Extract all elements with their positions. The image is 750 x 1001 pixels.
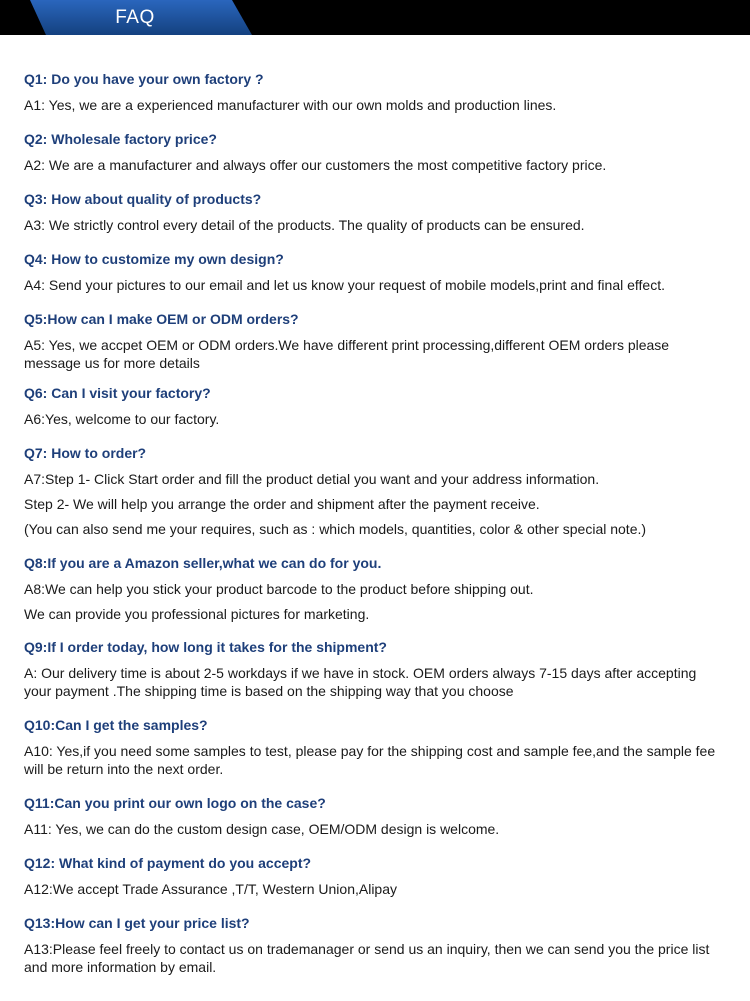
faq-answer: A5: Yes, we accpet OEM or ODM orders.We have different print processing,different OEM orders please message us for more details: [24, 337, 670, 371]
faq-question: Q2: Wholesale factory price?: [24, 131, 217, 147]
faq-answer: We can provide you professional pictures for marketing.: [24, 606, 370, 622]
faq-answer: A3: We strictly control every detail of the products. The quality of products can be ensured.: [24, 217, 585, 233]
faq-answer: A6:Yes, welcome to our factory.: [24, 411, 220, 427]
faq-answer: A4: Send your pictures to our email and let us know your request of mobile models,print and final effect.: [24, 277, 665, 293]
faq-answer: A1: Yes, we are a experienced manufacturer with our own molds and production lines.: [24, 97, 557, 113]
faq-answer: A12:We accept Trade Assurance ,T/T, Western Union,Alipay: [24, 881, 397, 897]
faq-question: Q10:Can I get the samples?: [24, 717, 208, 733]
faq-question: Q8:If you are a Amazon seller,what we can do for you.: [24, 555, 382, 571]
faq-question: Q7: How to order?: [24, 445, 147, 461]
faq-answer: A8:We can help you stick your product barcode to the product before shipping out.: [24, 581, 534, 597]
faq-answer: A11: Yes, we can do the custom design case, OEM/ODM design is welcome.: [24, 821, 500, 837]
faq-answer: A2: We are a manufacturer and always offer our customers the most competitive factory price.: [24, 157, 607, 173]
faq-question: Q9:If I order today, how long it takes for the shipment?: [24, 639, 387, 655]
faq-question: Q11:Can you print our own logo on the case?: [24, 795, 326, 811]
faq-question: Q4: How to customize my own design?: [24, 251, 284, 267]
faq-answer: Step 2- We will help you arrange the order and shipment after the payment receive.: [24, 496, 540, 512]
faq-question: Q13:How can I get your price list?: [24, 915, 250, 931]
header-bar: [0, 0, 750, 35]
faq-answer: A10: Yes,if you need some samples to test, please pay for the shipping cost and sample fee,and the sample fee will be return into the next order.: [24, 743, 716, 777]
faq-answer: A13:Please feel freely to contact us on trademanager or send us an inquiry, then we can send you the price list and more information by email.: [24, 941, 710, 975]
faq-question: Q5:How can I make OEM or ODM orders?: [24, 311, 299, 327]
faq-answer: A7:Step 1- Click Start order and fill the product detial you want and your address information.: [24, 471, 600, 487]
faq-question: Q12: What kind of payment do you accept?: [24, 855, 312, 871]
faq-question: Q6: Can I visit your factory?: [24, 385, 211, 401]
faq-answer: A: Our delivery time is about 2-5 workdays if we have in stock. OEM orders always 7-15 days after accepting your payment .The shipping time is based on the shipping way that you choose: [24, 665, 697, 699]
faq-question: Q1: Do you have your own factory ?: [24, 71, 264, 87]
page-title: FAQ: [115, 7, 155, 28]
faq-answer: (You can also send me your requires, such as : which models, quantities, color & other special note.): [24, 521, 647, 537]
faq-question: Q3: How about quality of products?: [24, 191, 262, 207]
